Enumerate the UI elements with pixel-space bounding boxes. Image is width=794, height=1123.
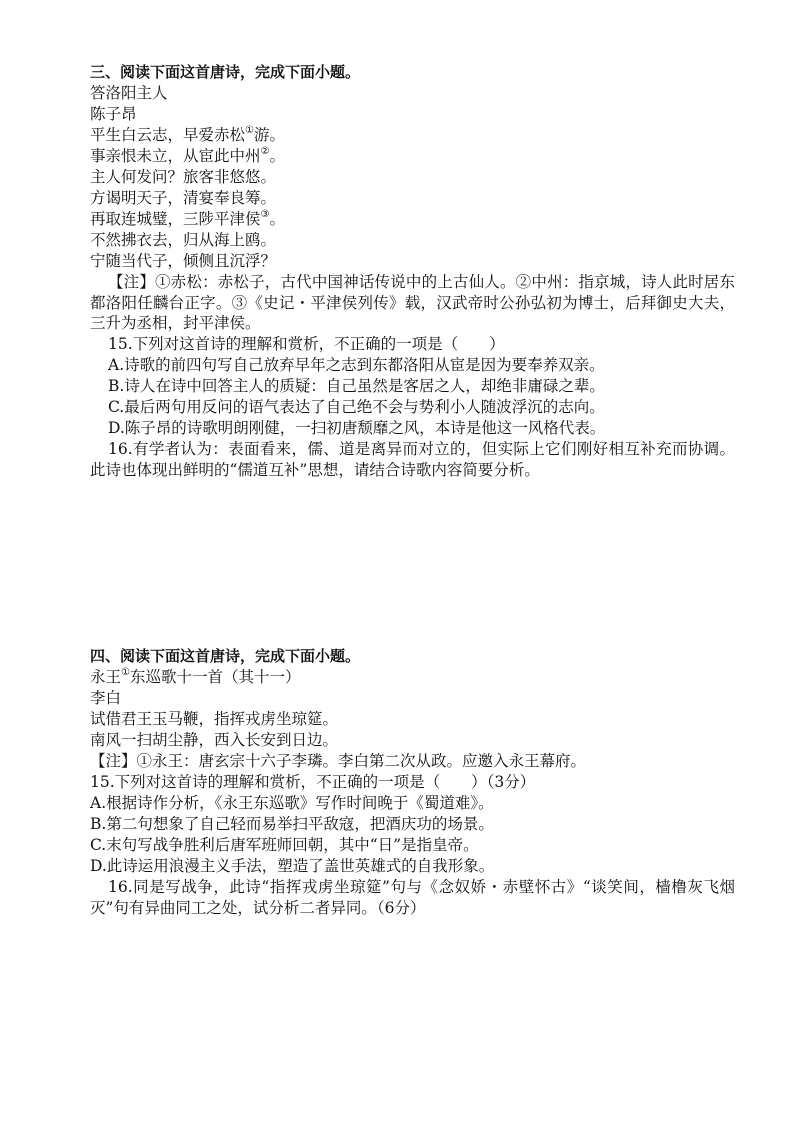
poem-line: 主人何发问？旅客非悠悠。 xyxy=(90,168,277,186)
poem-title: 答洛阳主人 xyxy=(90,84,168,102)
poem-line: 南风一扫胡尘静，西入长安到日边。 xyxy=(90,731,339,749)
option-c: C.末句写战争胜利后唐军班师回朝，其中“日”是指皇帝。 xyxy=(90,836,479,854)
option-a: A.根据诗作分析，《永王东巡歌》写作时间晚于《蜀道难》。 xyxy=(90,794,494,812)
poem-line: 不然拂衣去，归从海上鸥。 xyxy=(90,231,277,249)
section3-heading: 三、阅读下面这首唐诗，完成下面小题。 xyxy=(90,63,361,81)
poem-line: 宁随当代子，倾侧且沉浮？ xyxy=(90,252,277,270)
question-15: 15.下列对这首诗的理解和赏析，不正确的一项是（ ） xyxy=(108,335,505,353)
option-b: B.第二句想象了自己轻而易举扫平敌寇，把酒庆功的场景。 xyxy=(90,815,494,833)
question-16: 16.同是写战争，此诗“指挥戎虏坐琼筵”句与《念奴娇・赤壁怀古》“谈笑间，樯橹灰飞烟灭”句有异曲同工之处，试分析二者异同。（6分） xyxy=(90,878,735,917)
poem-title: 永王①东巡歌十一首（其十一） xyxy=(90,667,301,686)
question-16: 16.有学者认为：表面看来，儒、道是离异而对立的，但实际上它们刚好相互补充而协调。此诗也体现出鲜明的“儒道互补”思想，请结合诗歌内容简要分析。 xyxy=(90,440,735,479)
section4-heading: 四、阅读下面这首唐诗，完成下面小题。 xyxy=(90,647,361,665)
poem-line: 事亲恨未立，从宦此中州②。 xyxy=(90,146,285,165)
poem-author: 李白 xyxy=(90,689,122,707)
question-15: 15.下列对这首诗的理解和赏析，不正确的一项是（ ）（3分） xyxy=(90,773,536,791)
option-d: D.此诗运用浪漫主义手法，塑造了盖世英雄式的自我形象。 xyxy=(90,857,495,875)
option-d: D.陈子昂的诗歌明朗刚健，一扫初唐颓靡之风，本诗是他这一风格代表。 xyxy=(108,419,606,437)
poem-note: 【注】①赤松：赤松子，古代中国神话传说中的上古仙人。②中州：指京城，诗人此时居东都洛阳任麟台正字。③《史记・平津侯列传》载，汉武帝时公孙弘初为博士，后拜御史大夫，三升为丞相，封平津侯。 xyxy=(90,273,735,332)
poem-note: 【注】①永王：唐玄宗十六子李璘。李白第二次从政。应邀入永王幕府。 xyxy=(90,752,587,770)
option-c: C.最后两句用反问的语气表达了自己绝不会与势利小人随波浮沉的志向。 xyxy=(108,398,605,416)
poem-line: 再取连城璧，三陟平津侯③。 xyxy=(90,209,285,228)
poem-line: 方谒明天子，清宴奉良筹。 xyxy=(90,189,277,207)
option-a: A.诗歌的前四句写自己放弃早年之志到东都洛阳从宦是因为要奉养双亲。 xyxy=(108,356,605,374)
poem-author: 陈子昂 xyxy=(90,105,137,123)
poem-line: 试借君王玉马鞭，指挥戎虏坐琼筵。 xyxy=(90,710,339,728)
option-b: B.诗人在诗中回答主人的质疑：自己虽然是客居之人，却绝非庸碌之辈。 xyxy=(108,377,605,395)
poem-line: 平生白云志，早爱赤松①游。 xyxy=(90,125,285,144)
